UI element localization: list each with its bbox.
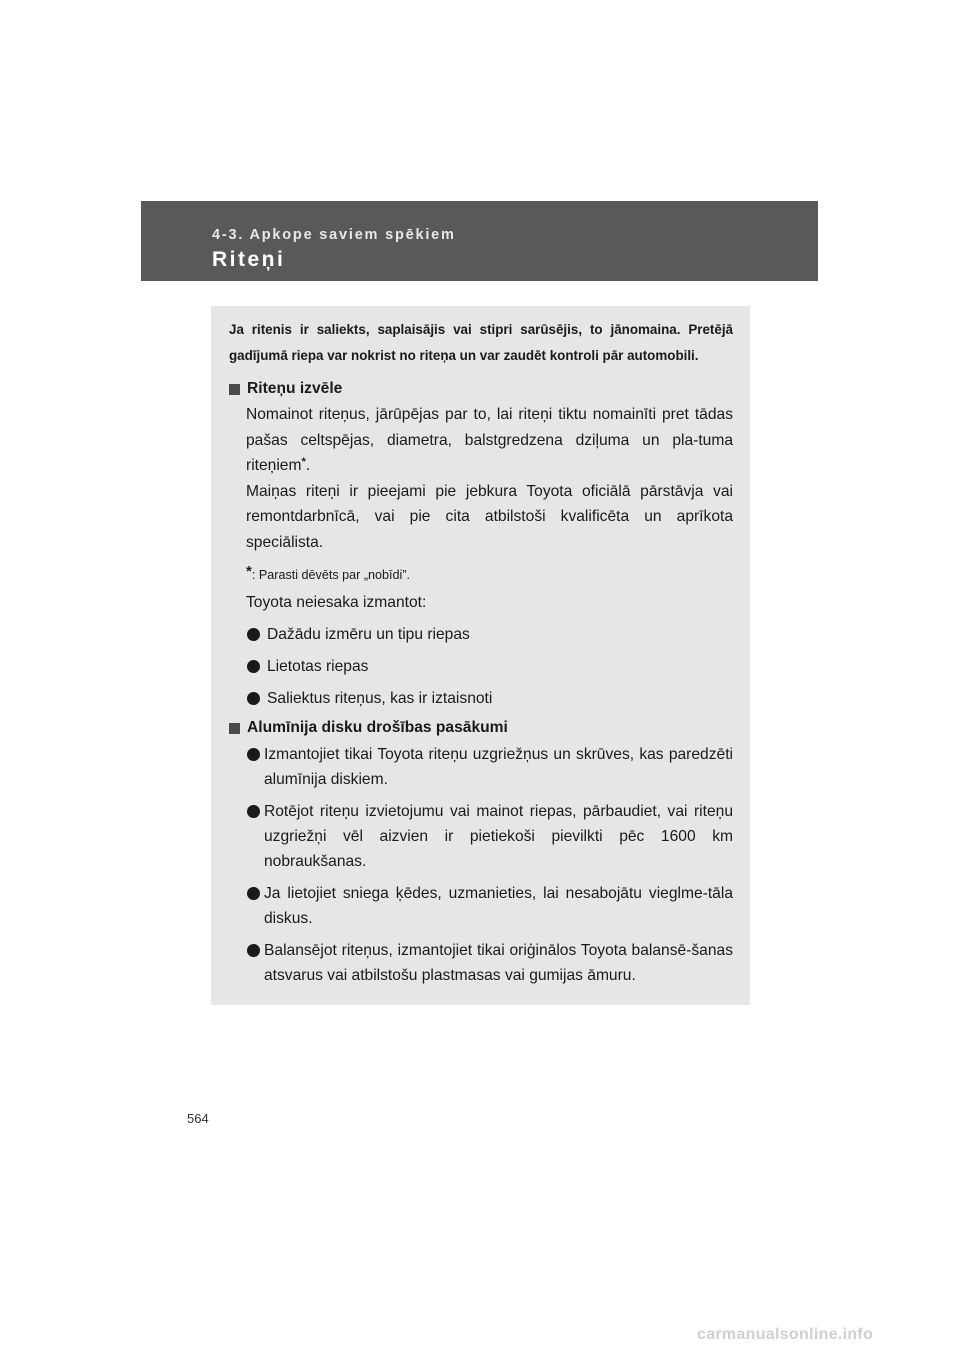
list-item [229, 799, 733, 874]
list-item-text: Saliektus riteņus, kas ir iztaisnoti [267, 690, 493, 707]
list-item-text: Ja lietojiet sniega ķēdes, uzmanieties, lai nesabojātu vieglme-tāla diskus. [264, 885, 733, 927]
footnote-text: : Parasti dēvēts par „nobīdi”. [251, 568, 411, 582]
bullet-dot-icon [247, 692, 260, 705]
list-item [229, 938, 733, 988]
wheel-selection-paragraph [246, 402, 733, 555]
content-inner [229, 317, 733, 988]
footnote [246, 564, 733, 583]
square-bullet-icon [229, 723, 240, 734]
section-heading-aluminum-precautions [229, 717, 733, 739]
header-band [141, 201, 818, 281]
not-recommended-intro: Toyota neiesaka izmantot: [246, 594, 427, 611]
bullet-dot-icon [247, 748, 260, 761]
page-number: 564 [187, 1111, 209, 1126]
footnote-marker: * [301, 456, 306, 468]
section-label: 4-3. Apkope saviem spēkiem [212, 227, 456, 243]
bullet-dot-icon [247, 628, 260, 641]
paragraph-text: Nomainot riteņus, jārūpējas par to, lai riteņi tiktu nomainīti pret tādas pašas celtspējas, diametra, balstgredzena dziļuma un pla-tuma riteņiem [246, 406, 733, 474]
section-title: Alumīnija disku drošības pasākumi [247, 719, 508, 736]
watermark: carmanualsonline.info [697, 1326, 874, 1343]
paragraph-end: . [305, 457, 311, 474]
bullet-dot-icon [247, 805, 260, 818]
list-item-text: Balansējot riteņus, izmantojiet tikai oriģinālos Toyota balansē-šanas atsvarus vai atbilstošu plastmasas vai gumijas āmuru. [264, 942, 733, 984]
bullet-dot-icon [247, 660, 260, 673]
section-title: Riteņu izvēle [247, 380, 343, 397]
list-item [229, 686, 733, 711]
footnote-star: * [246, 563, 252, 580]
warning-text: Ja ritenis ir saliekts, saplaisājis vai stipri sarūsējis, to jānomaina. Pretējā gadījumā riepa var nokrist no riteņa un var zaudēt kontroli pār automobili. [229, 322, 733, 363]
bullet-dot-icon [247, 944, 260, 957]
list-item-text: Lietotas riepas [267, 658, 369, 675]
paragraph-text-2: Maiņas riteņi ir pieejami pie jebkura Toyota oficiālā pārstāvja vai remontdarbnīcā, vai pie cita atbilstoši kvalificēta un aprīkota speciālista. [246, 482, 733, 551]
bullet-dot-icon [247, 887, 260, 900]
list-item [229, 881, 733, 931]
list-item-text: Rotējot riteņu izvietojumu vai mainot riepas, pārbaudiet, vai riteņu uzgriežņi vēl aizvien ir pietiekoši pievilkti pēc 1600 km nobraukšanas. [264, 803, 733, 870]
section-heading-wheel-selection [229, 378, 733, 400]
list-item-text: Izmantojiet tikai Toyota riteņu uzgriežņus un skrūves, kas paredzēti alumīnija diskiem. [264, 746, 733, 788]
list-item-text: Dažādu izmēru un tipu riepas [267, 626, 470, 643]
list-item [229, 654, 733, 679]
list-item [229, 622, 733, 647]
list-item [229, 742, 733, 792]
square-bullet-icon [229, 384, 240, 395]
content-box [211, 306, 750, 1005]
page-title: Riteņi [212, 248, 286, 271]
